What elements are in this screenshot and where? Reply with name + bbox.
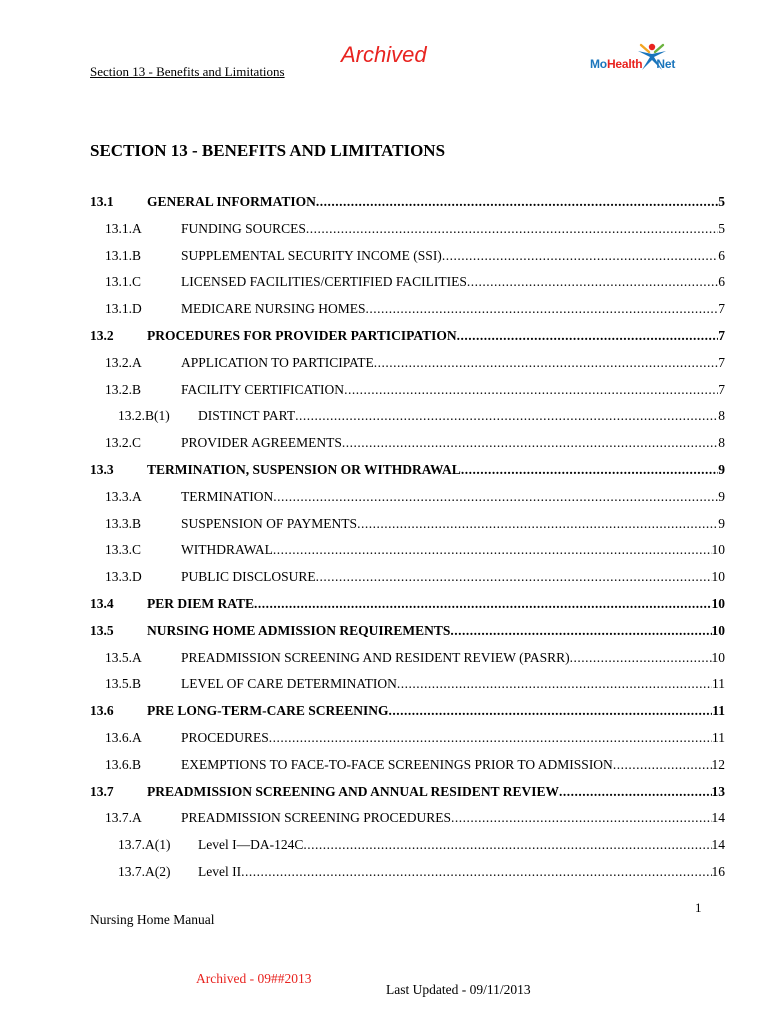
toc-entry[interactable] — [0, 596, 770, 616]
toc-entry-title: SUSPENSION OF PAYMENTS — [181, 516, 358, 531]
toc-dot-leader — [342, 435, 718, 451]
toc-dot-leader — [467, 274, 718, 290]
toc-dot-leader — [366, 301, 719, 317]
toc-entry-leader — [181, 355, 725, 371]
toc-dot-leader — [559, 784, 712, 800]
mohealthnet-logo — [590, 42, 690, 82]
toc-entry-page: 10 — [711, 569, 725, 584]
toc-dot-leader — [613, 757, 712, 773]
toc-dot-leader — [397, 676, 712, 692]
toc-entry[interactable] — [0, 274, 770, 294]
toc-entry-title: PREADMISSION SCREENING AND ANNUAL RESIDENT REVIEW — [147, 784, 559, 799]
toc-dot-leader — [306, 221, 718, 237]
toc-dot-leader — [295, 408, 718, 424]
toc-entry-leader — [181, 516, 725, 532]
toc-entry-leader — [181, 730, 725, 746]
toc-entry-page: 5 — [718, 221, 725, 236]
archived-stamp: Archived — [341, 42, 427, 67]
toc-entry-title: Level I—DA-124C — [198, 837, 304, 852]
toc-entry-number: 13.2 — [90, 328, 114, 343]
footer-archived-note: Archived - 09##2013 — [196, 971, 312, 986]
toc-entry-leader — [198, 864, 725, 880]
toc-entry-number: 13.1.A — [105, 221, 142, 236]
toc-entry[interactable] — [0, 810, 770, 830]
toc-entry[interactable] — [0, 194, 770, 214]
toc-entry-title: PROVIDER AGREEMENTS — [181, 435, 342, 450]
toc-entry[interactable] — [0, 623, 770, 643]
toc-entry-title: EXEMPTIONS TO FACE-TO-FACE SCREENINGS PRIOR TO ADMISSION — [181, 757, 613, 772]
toc-entry-leader — [181, 810, 725, 826]
toc-entry-number: 13.2.A — [105, 355, 142, 370]
toc-entry-page: 11 — [712, 676, 725, 691]
toc-entry[interactable] — [0, 328, 770, 348]
toc-entry-leader — [181, 650, 725, 666]
running-header-section: Section 13 - Benefits and Limitations — [90, 64, 285, 79]
toc-dot-leader — [451, 810, 711, 826]
logo-text-mo: Mo — [590, 57, 607, 71]
toc-entry-page: 11 — [712, 730, 725, 745]
toc-entry[interactable] — [0, 676, 770, 696]
toc-entry[interactable] — [0, 355, 770, 375]
toc-entry-number: 13.6.A — [105, 730, 142, 745]
toc-entry-title: LICENSED FACILITIES/CERTIFIED FACILITIES — [181, 274, 467, 289]
toc-dot-leader — [570, 650, 712, 666]
toc-entry-leader — [147, 462, 725, 478]
toc-entry-number: 13.2.C — [105, 435, 142, 450]
toc-dot-leader — [461, 462, 718, 478]
toc-entry-number: 13.7.A — [105, 810, 142, 825]
toc-dot-leader — [241, 864, 711, 880]
toc-entry-leader — [181, 248, 725, 264]
toc-dot-leader — [389, 703, 713, 719]
toc-entry-page: 6 — [718, 274, 725, 289]
page-number: 1 — [695, 900, 702, 915]
toc-entry-leader — [181, 301, 725, 317]
toc-entry-page: 8 — [718, 408, 725, 423]
toc-entry-page: 5 — [718, 194, 725, 209]
toc-entry[interactable] — [0, 730, 770, 750]
toc-entry[interactable] — [0, 703, 770, 723]
toc-entry-leader — [181, 676, 725, 692]
toc-entry-page: 7 — [718, 355, 725, 370]
toc-entry-page: 14 — [711, 810, 725, 825]
toc-entry-leader — [147, 596, 725, 612]
toc-entry-title: DISTINCT PART — [198, 408, 296, 423]
toc-entry-page: 10 — [711, 542, 725, 557]
toc-entry-number: 13.5 — [90, 623, 114, 638]
toc-entry-title: Level II — [198, 864, 242, 879]
toc-entry-leader — [147, 623, 725, 639]
toc-entry[interactable] — [0, 248, 770, 268]
toc-entry-title: FACILITY CERTIFICATION — [181, 382, 345, 397]
logo-text-net: Net — [656, 57, 676, 71]
toc-entry-title: APPLICATION TO PARTICIPATE — [181, 355, 374, 370]
toc-entry-page: 7 — [718, 301, 725, 316]
toc-dot-leader — [442, 248, 718, 264]
toc-entry-leader — [147, 784, 725, 800]
toc-entry-title: MEDICARE NURSING HOMES — [181, 301, 366, 316]
toc-entry[interactable] — [0, 569, 770, 589]
toc-entry-title: PREADMISSION SCREENING PROCEDURES — [181, 810, 452, 825]
toc-entry-page: 12 — [711, 757, 725, 772]
toc-entry-number: 13.2.B — [105, 382, 142, 397]
toc-entry-leader — [147, 194, 725, 210]
toc-entry-number: 13.2.B(1) — [118, 408, 170, 423]
toc-entry-title: NURSING HOME ADMISSION REQUIREMENTS — [147, 623, 451, 638]
toc-entry-leader — [181, 569, 725, 585]
toc-dot-leader — [374, 355, 719, 371]
toc-entry-title: PRE LONG-TERM-CARE SCREENING — [147, 703, 389, 718]
toc-entry-title: PER DIEM RATE — [147, 596, 255, 611]
page-title: SECTION 13 - BENEFITS AND LIMITATIONS — [90, 141, 446, 160]
toc-entry-number: 13.6 — [90, 703, 114, 718]
toc-entry[interactable] — [0, 516, 770, 536]
toc-entry-number: 13.1.D — [105, 301, 142, 316]
toc-dot-leader — [357, 516, 718, 532]
toc-entry-leader — [181, 274, 725, 290]
toc-entry-number: 13.7.A(2) — [118, 864, 171, 879]
toc-entry-page: 14 — [711, 837, 725, 852]
toc-entry-page: 7 — [718, 328, 725, 343]
toc-entry-number: 13.4 — [90, 596, 114, 611]
toc-entry-page: 8 — [718, 435, 725, 450]
toc-entry-page: 9 — [718, 489, 725, 504]
toc-entry[interactable] — [0, 221, 770, 241]
toc-entry-title: TERMINATION, SUSPENSION OR WITHDRAWAL — [147, 462, 461, 477]
logo-text-health: Health — [606, 57, 643, 71]
toc-entry[interactable] — [0, 542, 770, 562]
toc-entry-page: 13 — [711, 784, 725, 799]
toc-entry-leader — [181, 435, 725, 451]
toc-entry-leader — [181, 542, 725, 558]
toc-entry-title: PROCEDURES — [181, 730, 269, 745]
toc-entry-page: 7 — [718, 382, 725, 397]
toc-entry-page: 6 — [718, 248, 725, 263]
toc-entry-number: 13.7.A(1) — [118, 837, 171, 852]
toc-entry-page: 16 — [711, 864, 725, 879]
toc-dot-leader — [273, 489, 718, 505]
toc-entry-number: 13.1.B — [105, 248, 142, 263]
toc-entry-number: 13.3.A — [105, 489, 142, 504]
toc-entry-number: 13.3.D — [105, 569, 142, 584]
toc-dot-leader — [273, 542, 712, 558]
toc-entry[interactable] — [0, 462, 770, 482]
toc-entry[interactable] — [0, 435, 770, 455]
toc-entry-number: 13.5.B — [105, 676, 142, 691]
toc-entry-title: PREADMISSION SCREENING AND RESIDENT REVIEW (PASRR) — [181, 650, 570, 665]
toc-entry-title: PROCEDURES FOR PROVIDER PARTICIPATION — [147, 328, 457, 343]
toc-entry-page: 9 — [718, 516, 725, 531]
toc-dot-leader — [254, 596, 711, 612]
toc-dot-leader — [269, 730, 712, 746]
toc-entry-number: 13.3.B — [105, 516, 142, 531]
toc-entry-number: 13.1.C — [105, 274, 142, 289]
toc-entry-number: 13.7 — [90, 784, 114, 799]
toc-entry-leader — [181, 221, 725, 237]
toc-entry-title: FUNDING SOURCES — [181, 221, 306, 236]
toc-dot-leader — [344, 382, 718, 398]
toc-entry[interactable] — [0, 382, 770, 402]
footer-manual-name: Nursing Home Manual — [90, 912, 215, 927]
toc-entry[interactable] — [0, 489, 770, 509]
toc-entry-leader — [181, 382, 725, 398]
toc-entry-number: 13.1 — [90, 194, 114, 209]
toc-entry-page: 10 — [711, 596, 725, 611]
toc-entry-page: 10 — [711, 623, 725, 638]
toc-entry-leader — [147, 328, 725, 344]
toc-entry-number: 13.3 — [90, 462, 114, 477]
toc-entry-number: 13.6.B — [105, 757, 142, 772]
toc-entry-leader — [181, 757, 725, 773]
toc-entry-number: 13.5.A — [105, 650, 142, 665]
toc-entry[interactable] — [0, 408, 770, 428]
toc-dot-leader — [450, 623, 711, 639]
toc-dot-leader — [457, 328, 719, 344]
toc-entry-page: 11 — [712, 703, 725, 718]
toc-entry[interactable] — [0, 757, 770, 777]
toc-entry-title: WITHDRAWAL — [181, 542, 273, 557]
toc-entry-number: 13.3.C — [105, 542, 142, 557]
toc-entry-title: TERMINATION — [181, 489, 274, 504]
footer-last-updated: Last Updated - 09/11/2013 — [386, 982, 531, 997]
logo-wordmark — [590, 57, 675, 71]
toc-entry-leader — [181, 489, 725, 505]
toc-entry[interactable] — [0, 784, 770, 804]
toc-entry-leader — [147, 703, 725, 719]
toc-entry-leader — [198, 837, 725, 853]
toc-dot-leader — [316, 569, 712, 585]
toc-entry[interactable] — [0, 837, 770, 857]
toc-entry-page: 9 — [718, 462, 725, 477]
toc-entry-page: 10 — [711, 650, 725, 665]
toc-entry[interactable] — [0, 650, 770, 670]
toc-entry-leader — [198, 408, 725, 424]
toc-entry[interactable] — [0, 301, 770, 321]
toc-dot-leader — [303, 837, 711, 853]
toc-entry-title: SUPPLEMENTAL SECURITY INCOME (SSI) — [181, 248, 442, 263]
toc-entry-title: PUBLIC DISCLOSURE — [181, 569, 316, 584]
toc-entry-title: GENERAL INFORMATION — [147, 194, 316, 209]
toc-entry[interactable] — [0, 864, 770, 884]
toc-entry-title: LEVEL OF CARE DETERMINATION — [181, 676, 397, 691]
toc-dot-leader — [316, 194, 718, 210]
